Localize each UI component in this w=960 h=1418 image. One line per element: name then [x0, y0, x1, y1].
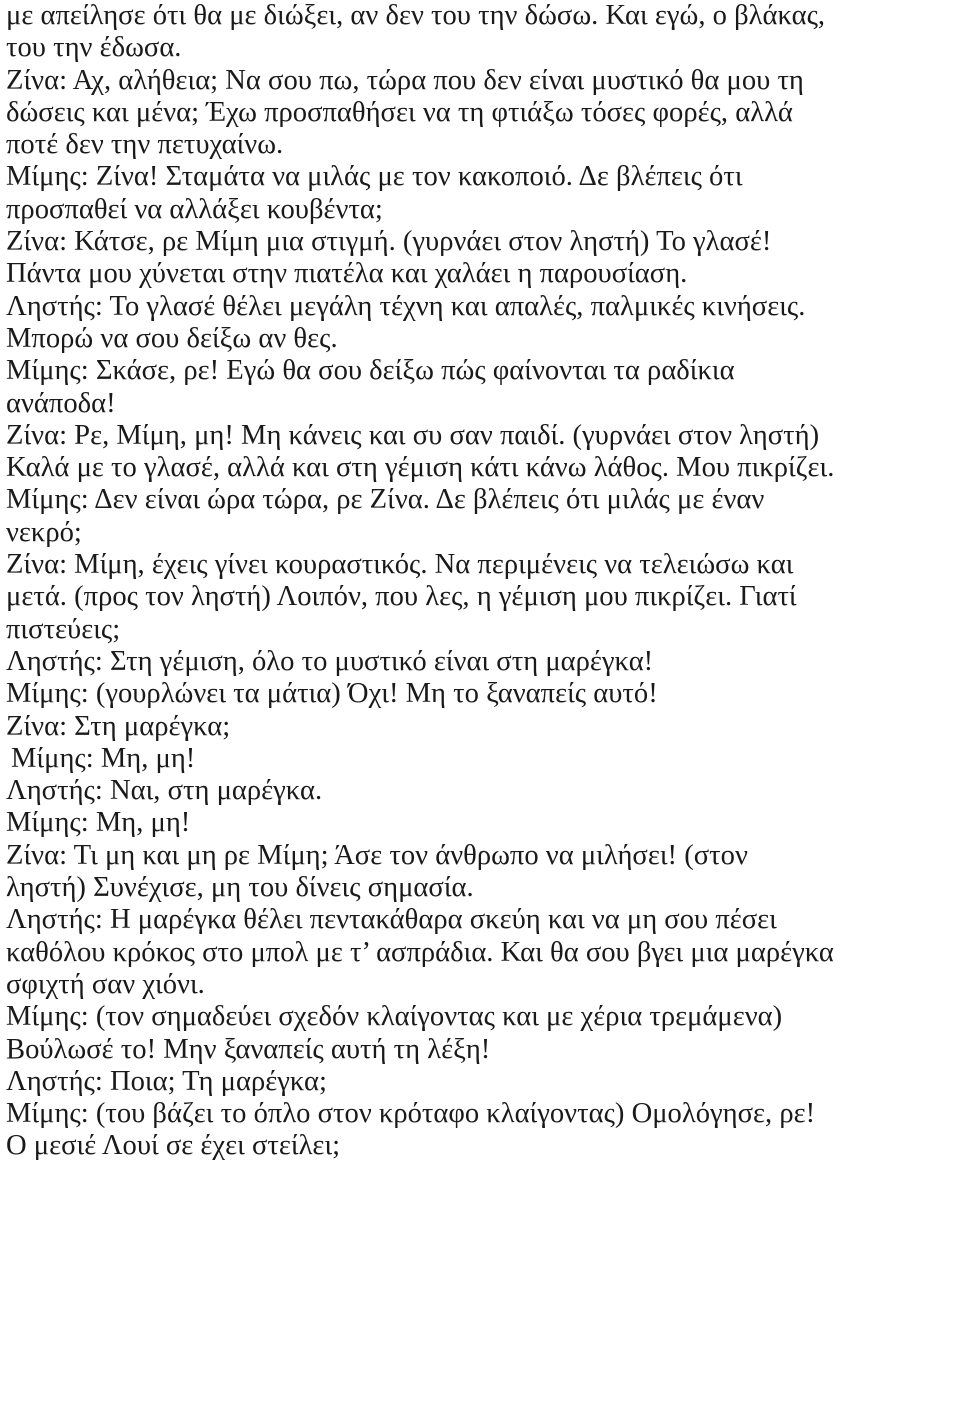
text-line: Ληστής: Στη γέμιση, όλο το μυστικό είναι στη μαρέγκα! [6, 645, 654, 677]
text-line: Μίμης: (τον σημαδεύει σχεδόν κλαίγοντας και με χέρια τρεμάμενα) [6, 1001, 783, 1033]
text-line: Ληστής: Το γλασέ θέλει μεγάλη τέχνη και απαλές, παλμικές κινήσεις. [6, 290, 806, 322]
text-line: Ληστής: Ποια; Τη μαρέγκα; [6, 1065, 327, 1097]
text-line: προσπαθεί να αλλάξει κουβέντα; [6, 193, 383, 225]
document-page [6, 0, 958, 1163]
text-line: Μίμης: (γουρλώνει τα μάτια) Όχι! Μη το ξαναπείς αυτό! [6, 678, 658, 710]
text-line: Ζίνα: Μίμη, έχεις γίνει κουραστικός. Να περιμένεις να τελειώσω και [6, 549, 794, 581]
text-line: Μίμης: Σκάσε, ρε! Εγώ θα σου δείξω πώς φαίνονται τα ραδίκια [6, 355, 735, 387]
text-line: Μίμης: Μη, μη! [11, 742, 196, 774]
text-line: ληστή) Συνέχισε, μη του δίνεις σημασία. [6, 872, 474, 904]
text-line: Ο μεσιέ Λουί σε έχει στείλει; [6, 1130, 341, 1162]
text-line: σφιχτή σαν χιόνι. [6, 968, 205, 1000]
text-line: καθόλου κρόκος στο μπολ με τ’ ασπράδια. Και θα σου βγει μια μαρέγκα [6, 936, 834, 968]
text-line: Ζίνα: Κάτσε, ρε Μίμη μια στιγμή. (γυρνάει στον ληστή) Το γλασέ! [6, 226, 772, 258]
text-line: μετά. (προς τον ληστή) Λοιπόν, που λες, η γέμιση μου πικρίζει. Γιατί [6, 581, 797, 613]
text-line: Ληστής: Ναι, στη μαρέγκα. [6, 775, 323, 807]
text-line: με απείλησε ότι θα με διώξει, αν δεν του την δώσω. Και εγώ, ο βλάκας, [6, 0, 826, 31]
text-line: Βούλωσέ το! Μην ξαναπείς αυτή τη λέξη! [6, 1033, 491, 1065]
text-line: ανάποδα! [6, 387, 116, 419]
text-line: δώσεις και μένα; Έχω προσπαθήσει να τη φτιάξω τόσες φορές, αλλά [6, 96, 793, 128]
text-line: ποτέ δεν την πετυχαίνω. [6, 129, 284, 161]
text-line: Μίμης: Μη, μη! [6, 807, 191, 839]
text-line: Πάντα μου χύνεται στην πιατέλα και χαλάει η παρουσίαση. [6, 258, 688, 290]
text-line: Μίμης: (του βάζει το όπλο στον κρόταφο κλαίγοντας) Ομολόγησε, ρε! [6, 1098, 816, 1130]
text-line: Μπορώ να σου δείξω αν θες. [6, 322, 338, 354]
text-line: του την έδωσα. [6, 32, 182, 64]
text-line: Ζίνα: Ρε, Μίμη, μη! Μη κάνεις και συ σαν παιδί. (γυρνάει στον ληστή) [6, 419, 820, 451]
text-line: Καλά με το γλασέ, αλλά και στη γέμιση κάτι κάνω λάθος. Μου πικρίζει. [6, 452, 835, 484]
text-line: Μίμης: Δεν είναι ώρα τώρα, ρε Ζίνα. Δε βλέπεις ότι μιλάς με έναν [6, 484, 765, 516]
text-line: Μίμης: Ζίνα! Σταμάτα να μιλάς με τον κακοποιό. Δε βλέπεις ότι [6, 161, 743, 193]
text-line: Ζίνα: Αχ, αλήθεια; Να σου πω, τώρα που δεν είναι μυστικό θα μου τη [6, 64, 804, 96]
text-line: Ζίνα: Τι μη και μη ρε Μίμη; Άσε τον άνθρωπο να μιλήσει! (στον [6, 839, 748, 871]
text-line: Ληστής: Η μαρέγκα θέλει πεντακάθαρα σκεύη και να μη σου πέσει [6, 904, 777, 936]
text-line: Ζίνα: Στη μαρέγκα; [6, 710, 231, 742]
text-line: πιστεύεις; [6, 613, 121, 645]
text-line: νεκρό; [6, 516, 82, 548]
